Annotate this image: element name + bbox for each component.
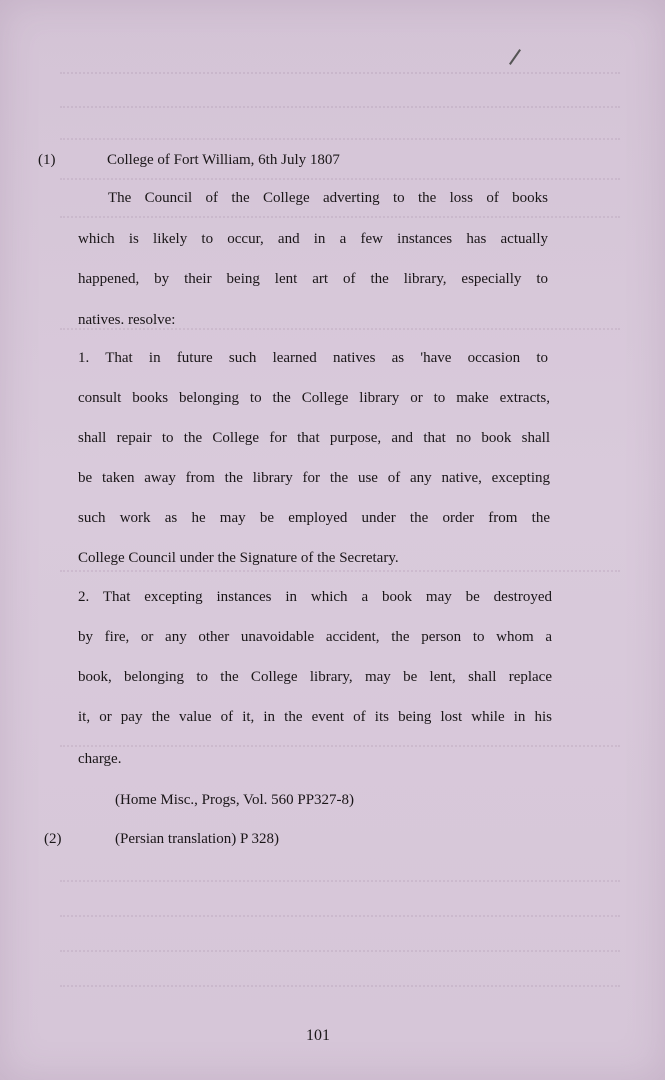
note-marker-2: (2) (44, 831, 62, 847)
text-line: happened, by their being lent art of the library, especially to (78, 271, 548, 287)
show-through-line (60, 735, 620, 747)
show-through-line (60, 62, 620, 74)
note-marker-1: (1) (38, 152, 56, 168)
show-through-line (60, 96, 620, 108)
text-line: The Council of the College adverting to the loss of books (108, 190, 548, 206)
show-through-line (60, 870, 620, 882)
show-through-line (60, 975, 620, 987)
text-line: consult books belonging to the College library or to make extracts, (78, 390, 550, 406)
text-line: College Council under the Signature of the Secretary. (78, 550, 399, 566)
show-through-line (60, 206, 620, 218)
text-line: book, belonging to the College library, may be lent, shall replace (78, 669, 552, 685)
text-line: 2. That excepting instances in which a book may be destroyed (78, 589, 552, 605)
text-line: by fire, or any other unavoidable accident, the person to whom a (78, 629, 552, 645)
text-line: it, or pay the value of it, in the event of its being lost while in his (78, 709, 552, 725)
text-line: natives. resolve: (78, 312, 176, 328)
text-line: be taken away from the library for the use of any native, excepting (78, 470, 550, 486)
show-through-line (60, 168, 620, 180)
text-line: shall repair to the College for that purpose, and that no book shall (78, 430, 550, 446)
show-through-line (60, 905, 620, 917)
page-number: 101 (306, 1027, 330, 1044)
text-line: such work as he may be employed under the order from the (78, 510, 550, 526)
heading: College of Fort William, 6th July 1807 (107, 152, 340, 168)
show-through-line (60, 128, 620, 140)
text-line: which is likely to occur, and in a few instances has actually (78, 231, 548, 247)
text-line: 1. That in future such learned natives as 'have occasion to (78, 350, 548, 366)
text-line: charge. (78, 751, 122, 767)
show-through-line (60, 940, 620, 952)
citation: (Home Misc., Progs, Vol. 560 PP327-8) (115, 792, 355, 808)
translation-note: (Persian translation) P 328) (115, 831, 279, 847)
